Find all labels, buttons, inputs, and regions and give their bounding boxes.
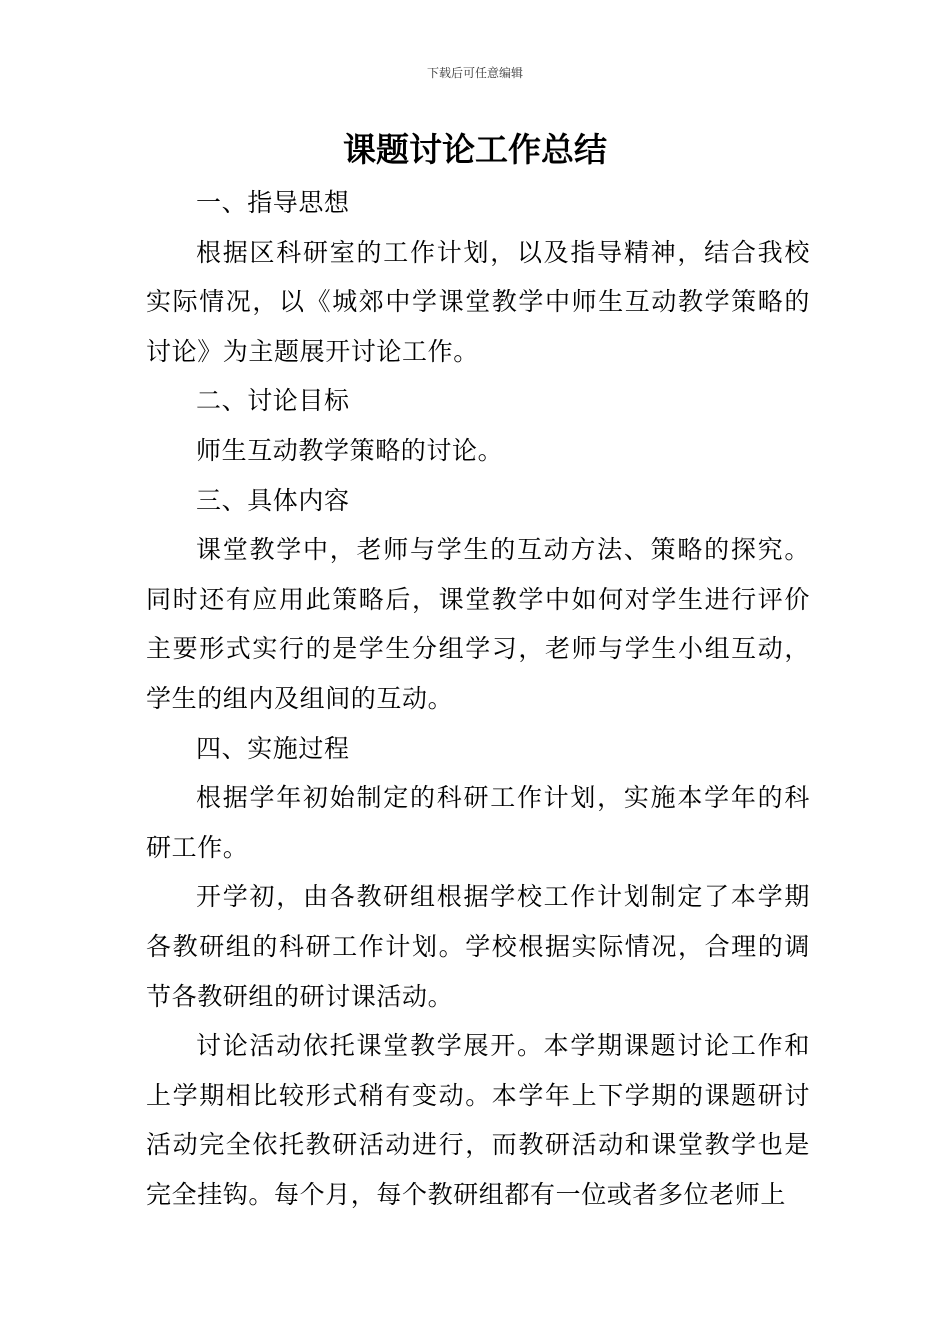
section-heading-guiding-ideology: 一、指导思想 [196, 188, 350, 217]
document-body [146, 178, 810, 1219]
section-heading-process: 四、实施过程 [196, 733, 350, 763]
section-heading-content: 三、具体内容 [196, 485, 350, 515]
document-title: 课题讨论工作总结 [343, 130, 607, 169]
paragraph: 开学初，由各教研组根据学校工作计划制定了本学期各教研组的科研工作计划。学校根据实际情况，合理的调节各教研组的研讨课活动。 [146, 882, 810, 1011]
section-heading-goals: 二、讨论目标 [196, 386, 350, 416]
paragraph: 根据学年初始制定的科研工作计划，实施本学年的科研工作。 [146, 783, 810, 862]
paragraph: 讨论活动依托课堂教学展开。本学期课题讨论工作和上学期相比较形式稍有变动。本学年上下学期的课题研讨活动完全依托教研活动进行，而教研活动和课堂教学也是完全挂钩。每个月，每个教研组都有一位或者多位老师上 [146, 1031, 810, 1209]
paragraph: 课堂教学中，老师与学生的互动方法、策略的探究。同时还有应用此策略后，课堂教学中如何对学生进行评价主要形式实行的是学生分组学习，老师与学生小组互动，学生的组内及组间的互动。 [146, 535, 810, 713]
paragraph: 师生互动教学策略的讨论。 [196, 435, 504, 465]
header-note: 下载后可任意编辑 [426, 66, 523, 80]
paragraph: 根据区科研室的工作计划，以及指导精神，结合我校实际情况，以《城郊中学课堂教学中师生互动教学策略的讨论》为主题展开讨论工作。 [146, 237, 810, 366]
